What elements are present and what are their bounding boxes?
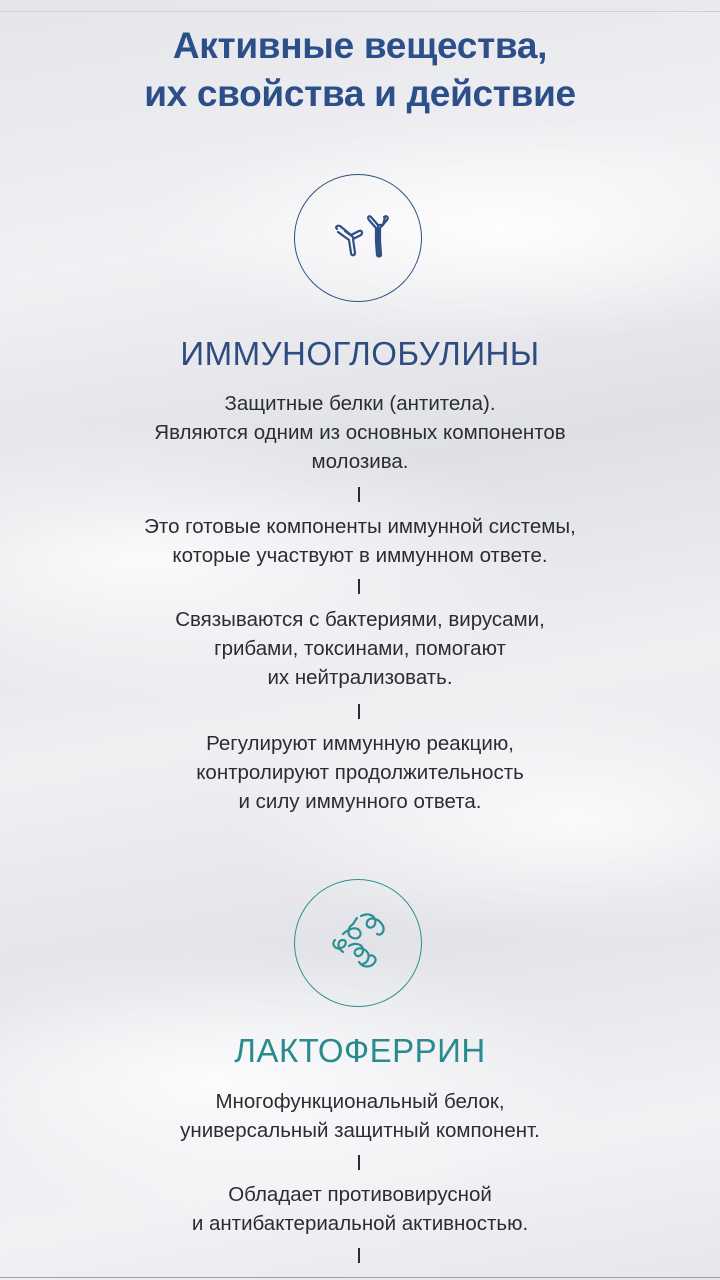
bottom-divider [0,1277,720,1278]
protein-ribbon-icon [294,879,422,1007]
text-line: контролируют продолжительность [196,761,524,784]
text-line: Являются одним из основных компонентов [154,421,566,444]
top-divider [0,11,720,12]
text-line: Связываются с бактериями, вирусами, [175,608,545,631]
separator-line [358,1248,360,1263]
separator-line [358,704,360,719]
antibody-icon [294,174,422,302]
immuno-paragraph-3 [0,605,720,692]
page-title [0,22,720,118]
text-line: грибами, токсинами, помогают [214,637,506,660]
immuno-paragraph-1 [0,389,720,476]
text-line: и силу иммунного ответа. [238,790,482,813]
page-title-line-1: Активные вещества, [172,25,548,66]
lactoferrin-heading: ЛАКТОФЕРРИН [234,1032,486,1069]
separator-line [358,487,360,502]
text-line: их нейтрализовать. [267,666,453,689]
immuno-paragraph-4 [0,729,720,816]
lacto-paragraph-1 [0,1087,720,1145]
text-line: Это готовые компоненты иммунной системы, [144,515,576,538]
text-line: молозива. [311,450,409,473]
separator-line [358,1155,360,1170]
text-line: Регулируют иммунную реакцию, [206,732,514,755]
text-line: которые участвуют в иммунном ответе. [172,544,548,567]
text-line: и антибактериальной активностью. [191,1212,529,1235]
separator-line [358,579,360,594]
immuno-paragraph-2 [0,512,720,570]
immunoglobulins-heading: ИММУНОГЛОБУЛИНЫ [180,335,540,372]
text-line: Обладает противовирусной [228,1183,492,1206]
text-line: Многофункциональный белок, [215,1090,505,1113]
text-line: Защитные белки (антитела). [224,392,496,415]
page-title-line-2: их свойства и действие [144,73,576,114]
text-line: универсальный защитный компонент. [180,1119,540,1142]
lacto-paragraph-2 [0,1180,720,1238]
